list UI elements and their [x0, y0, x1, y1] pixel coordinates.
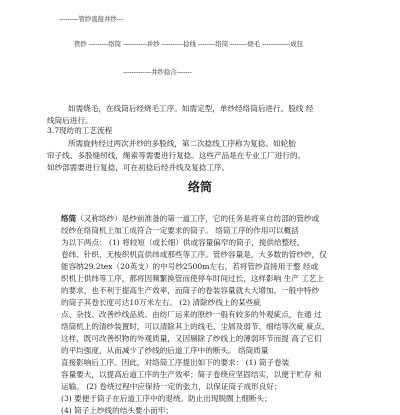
intro-paragraph-2-line-2: 帘子线、多股缝纫线，绳索等需要进行复捻。这些产品是在专业工厂进行的。 — [47, 151, 306, 160]
body-line-6: 织机上供纬等工序，都将因频繁换管而使停车时间过长，这样影响 生产 工艺上 — [61, 274, 325, 283]
body-line-13: 直接影响后工序。因此，对络筒工序提出如下的要求： (1) 筒子卷装 — [61, 358, 290, 367]
subsection-heading: 3.7现纺的工艺流程 — [47, 126, 113, 135]
section-title: 络筒 — [187, 180, 212, 194]
process-flow-line-3: -------------并纱捻合------- — [123, 68, 192, 76]
body-line-16: (3) 要便于筒子在后道工序中的退绕。防止出现脱圈上细断头； — [61, 394, 272, 403]
intro-paragraph-1-line-1: 如需烧毛，在线筒后经烧毛工序。如需定型，单纱经络筒后进行。股线 经 — [68, 104, 314, 113]
body-line-17: (4) 简子上纱线的结头要小而牢； — [61, 406, 173, 415]
body-line-4: 卷纬、针织、无梭织机直供纬或那些等工序。管纱容量是，大多数的管纱纱，仅 — [61, 250, 327, 259]
process-flow-line-2: 管纱 ---------络筒 -----------并纱 ----------捻线 --------络筒 --------烧毛 -------------成包 — [74, 40, 304, 48]
body-keyword: 络筒 — [61, 214, 77, 223]
process-flow-line-1: ---------管纱直接并纱--- — [59, 15, 124, 23]
body-line-10: 络筒机上的清纱装置时，可以清除其上的线毛，尘屑及弱节、细结等次疵 疵点。 — [61, 322, 330, 331]
body-line-3: 为以下两点： (1) 将较短（或长细）供或容量偏窄的筒子，搅供给整经、 — [61, 238, 305, 247]
body-line-8: 的筒子其卷长度可达10万米左右。 (2) 清除纱线上的某些疵 — [61, 298, 261, 307]
intro-paragraph-2-line-1: 所需旋转经过两次并纱的多股线，第二次捻线工序称为复捻。如轮胎 — [68, 139, 296, 148]
body-line-14: 容量要大，以提高后道工序的生产效率；简子卷绕应坚固结实，以便于贮存 和 — [61, 370, 322, 379]
body-line-9: 点、杂技、改善纱线品质。由纺厂运来的原纱一般有较多的外观疵点，在通 过 — [61, 310, 322, 319]
intro-paragraph-2-line-3: 如纱部需要进行复捻，可在初捻后经并线及复捻工序。 — [47, 163, 230, 172]
body-line-11: 这样，既可改善织物的外观质量，又因剔除了纱线上的薄弱环节而提 高了它们 — [61, 334, 322, 343]
body-line-2: 绞纱在络筒机上加工成符合一定要求的筒子。 络筒工序的作用可以概括 — [61, 226, 299, 235]
body-line-7: 的要求，也不利于提高生产效率，而筒子的卷装容量就大大增加。一般中特纱 — [61, 286, 320, 295]
body-line-1 — [61, 214, 319, 223]
body-line-15: 运输。 (2) 卷绕过程中应保持一定的张力，以保证筒子成形良好； — [61, 382, 282, 391]
body-line-1-text: （又称络纱）是纱前准备的第一道工序，它的任务是将来自纺部的管纱或 — [76, 214, 320, 223]
body-line-5: 能容纳29.2tex（20英支）的中号纱2500m左右，若将管纱直接用于整 经或 — [61, 262, 319, 271]
body-line-12: 的平均强度，从而减少了纱线的后道工序中的断头。 络筒质量 — [61, 346, 269, 355]
intro-paragraph-1-line-2: 线筒后进行。 — [47, 116, 93, 125]
